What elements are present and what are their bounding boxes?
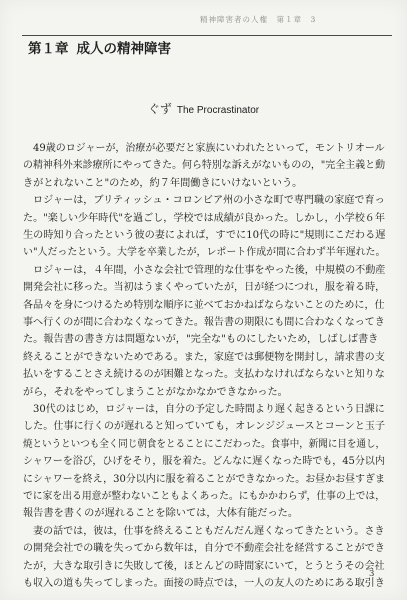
body-line: ロジャーは，ブリティッシュ・コロンビア州の小さな町で専門職の家庭で育っ [33, 195, 385, 207]
chapter-title [28, 37, 171, 57]
body-line: の開発会社での職を失ってから数年は，自分で不動産会社を経営することができ [23, 543, 385, 555]
chapter-number: 第１章 [28, 41, 69, 57]
body-line: 30代のはじめ，ロジャーは，自分の予定した時間より遅く起きるという日課に [33, 404, 385, 415]
body-line: 妻の話では，彼は，仕事を終えることもだんだん遅くなってきたという。さき [33, 525, 385, 537]
running-head: 精神障害者の人権 第１章 3 [200, 15, 317, 24]
body-line: 終えることができないためである。また，家庭では郵便物を開封し，請求書の支 [23, 351, 385, 363]
body-line: た。"楽しい少年時代"を過ごし，学校では成績が良かった。しかし，小学校６年 [23, 212, 385, 224]
body-line: にシャワーを終え，30分以内に服を着ることができなかった。お昼かお昼すぎま [23, 473, 385, 485]
body-line: たが，大きな取引きに失敗して後，ほとんどの時間家にいて，とうとうその会社 [23, 560, 385, 572]
body-line: 開発会社に移った。当初はうまくやっていたが，日が経つにつれ，服を着る時， [23, 282, 386, 294]
body-line: 各品々を身につけるため特別な順序に並べておかねばならないことのために，仕 [23, 299, 385, 311]
page-number: 3 [369, 569, 375, 579]
section-title-jp: ぐず [147, 102, 172, 116]
section-title-en: The Procrastinator [176, 105, 260, 116]
body-line: 事へ行くのが間に合わなくなってきた。報告書の期限にも間に合わなくなってき [23, 317, 385, 328]
body-line: も収入の道も失ってしまった。面接の時点では，一人の友人のためにある取引き [23, 578, 385, 589]
body-line: い"人だったという。大学を卒業したが，レポート作成が間に合わず半年遅れた。 [23, 247, 386, 259]
body-line: がら，それをやってしまうことがなかなかできなかった。 [23, 386, 288, 398]
body-line: シャワーを浴び，ひげをそり，服を着た。どんなに遅くなった時でも，45分以内 [23, 456, 385, 468]
chapter-name: 成人の精神障害 [76, 41, 171, 57]
header-rule [22, 35, 392, 36]
body-line: でに家を出る用意が整わないこともよくあった。にもかかわらず，仕事の上では， [23, 491, 386, 502]
body-line: した。仕事に行くのが遅れると知っていても，オレンジジュースとコーンと玉子 [23, 421, 386, 433]
body-line: 生の時知り合ったという彼の妻によれば，すでに10代の時に"規則にこだわる遅 [23, 230, 386, 241]
body-line: 払いをすることさえ続けるのが困難となった。支払わなければならないと知りな [23, 369, 385, 381]
body-line: ロジャーは，４年間，小さな会社で管理的な仕事をやった後，中規模の不動産 [33, 264, 386, 276]
section-title [0, 100, 407, 117]
body-line: きがとれないこと"のため，約７年間働きにいけないという。 [23, 177, 303, 189]
body-line: 報告書を書くのが遅れることを除いては，大体有能だった。 [23, 508, 299, 520]
body-line: 焼というといつも全く同じ朝食をとることにこだわった。食事中，新聞に目を通し， [23, 438, 386, 450]
body-line: の精神科外来診療所にやってきた。何ら特別な訴えがないものの，"完全主義と動 [23, 160, 386, 172]
body-line: た。報告書の書き方は問題ないが，"完全な"ものにしたいため，しばしば書き [23, 334, 379, 346]
body-line: 49歳のロジャーが，治療が必要だと家族にいわれたといって，モントリオール [33, 143, 385, 154]
